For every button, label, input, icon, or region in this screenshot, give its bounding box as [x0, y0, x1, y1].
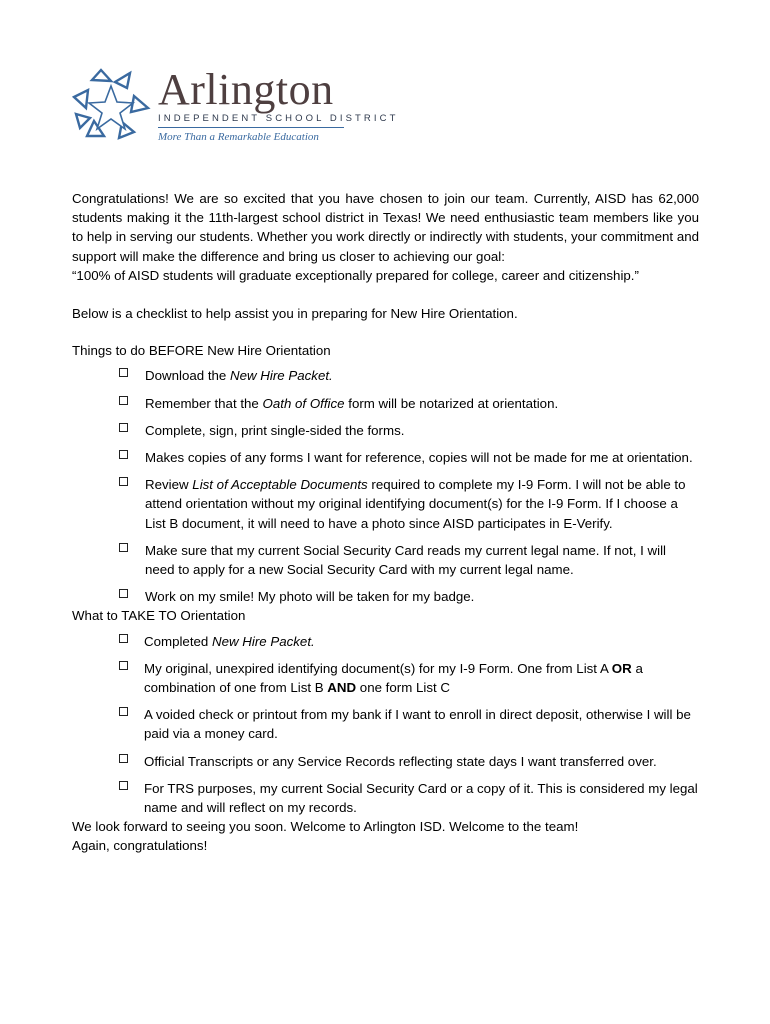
logo-name: Arlington [158, 65, 334, 114]
checklist-item-ssn: Make sure that my current Social Security Card reads my current legal name. If not, I will need to apply for a new Social Security Card with my current legal name. [72, 541, 699, 579]
checklist-item-copies: Makes copies of any forms I want for reference, copies will not be made for me at orientation. [72, 448, 699, 467]
letter-body [72, 189, 699, 856]
checkbox-icon[interactable] [119, 368, 128, 377]
before-heading: Things to do BEFORE New Hire Orientation [72, 343, 331, 359]
checklist-item-download: Download the New Hire Packet. [72, 366, 699, 385]
checklist-item-smile: Work on my smile! My photo will be taken for my badge. [72, 587, 699, 606]
district-logo [70, 65, 399, 146]
checklist-intro: Below is a checklist to help assist you in preparing for New Hire Orientation. [72, 306, 518, 322]
closing-section [72, 817, 699, 855]
checklist-item-documents: My original, unexpired identifying document(s) for my I-9 Form. One from List A OR a combination of one from List B AND one form List C [72, 659, 699, 697]
checklist-item-oath: Remember that the Oath of Office form will be notarized at orientation. [72, 394, 699, 413]
logo-tagline: More Than a Remarkable Education [158, 131, 319, 143]
take-heading: What to TAKE TO Orientation [72, 608, 246, 624]
intro-paragraph: Congratulations! We are so excited that you have chosen to join our team. Currently, AISD has 62,000 students making it the 11th-largest school district in Texas! We need enthusiastic team members like you to help in serving our students. Whether you work directly or indirectly with students, your commitment and support will make the difference and bring us closer to achieving our goal: [72, 191, 699, 264]
checkbox-icon[interactable] [119, 661, 128, 670]
logo-district: INDEPENDENT SCHOOL DISTRICT [158, 113, 399, 124]
checkbox-icon[interactable] [119, 423, 128, 432]
checkbox-icon[interactable] [119, 634, 128, 643]
closing-line: We look forward to seeing you soon. Welcome to Arlington ISD. Welcome to the team! [72, 819, 579, 835]
before-checklist [72, 366, 699, 606]
checklist-item-review: Review List of Acceptable Documents required to complete my I-9 Form. I will not be able to attend orientation without my original identifying document(s) for the I-9 Form. If I choose a List B document, it will need to have a photo since AISD participates in E-Verify. [72, 475, 699, 533]
logo-wordmark [158, 66, 398, 143]
take-checklist [72, 632, 699, 818]
checklist-item-trs: For TRS purposes, my current Social Security Card or a copy of it. This is considered my legal name and will reflect on my records. [72, 779, 699, 817]
mission-quote: “100% of AISD students will graduate exceptionally prepared for college, career and citizenship.” [72, 267, 639, 283]
checkbox-icon[interactable] [119, 589, 128, 598]
checklist-item-complete: Complete, sign, print single-sided the forms. [72, 421, 699, 440]
checkbox-icon[interactable] [119, 781, 128, 790]
checkbox-icon[interactable] [119, 450, 128, 459]
checkbox-icon[interactable] [119, 477, 128, 486]
intro-section [72, 189, 699, 285]
checklist-item-packet: Completed New Hire Packet. [72, 632, 699, 651]
checklist-item-check: A voided check or printout from my bank if I want to enroll in direct deposit, otherwise I will be paid via a money card. [72, 705, 699, 743]
checkbox-icon[interactable] [119, 396, 128, 405]
closing-congrats: Again, congratulations! [72, 838, 208, 854]
checkbox-icon[interactable] [119, 543, 128, 552]
checklist-item-transcripts: Official Transcripts or any Service Records reflecting state days I want transferred over. [72, 752, 699, 771]
checkbox-icon[interactable] [119, 754, 128, 763]
star-logo-icon [70, 66, 152, 144]
checkbox-icon[interactable] [119, 707, 128, 716]
logo-divider [158, 127, 344, 128]
